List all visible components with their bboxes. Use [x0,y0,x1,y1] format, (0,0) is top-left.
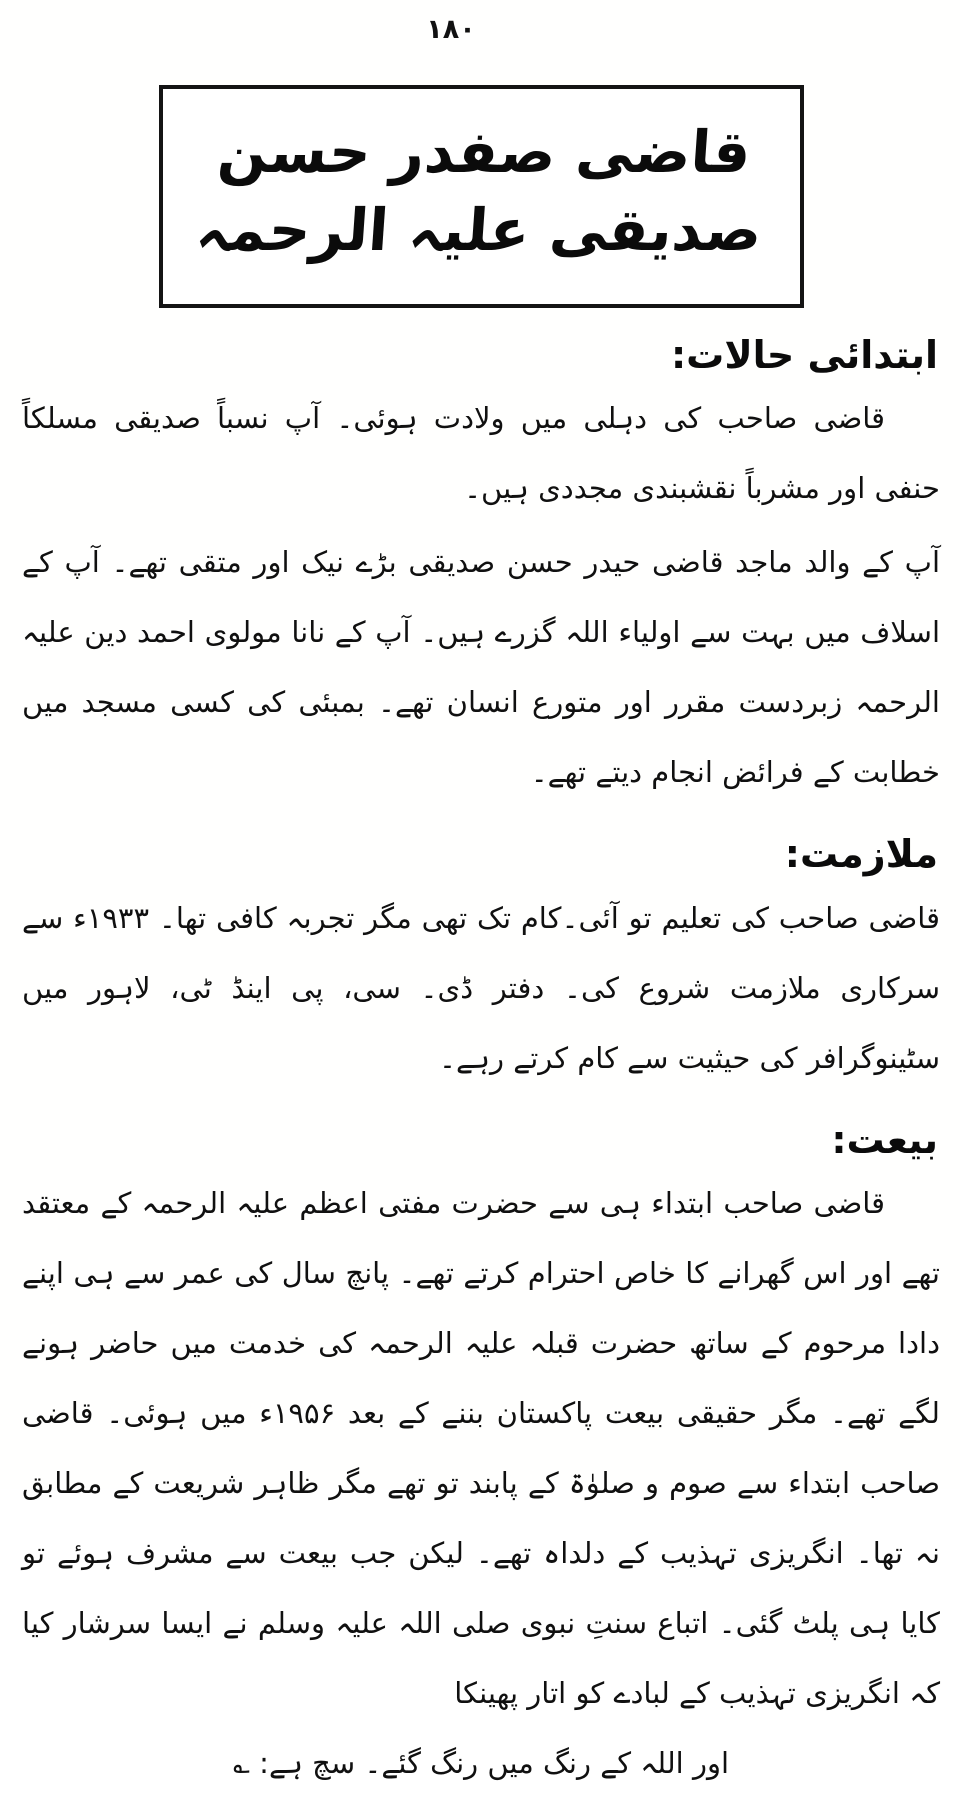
paragraph-bayat-story: قاضی صاحب ابتداء ہی سے حضرت مفتی اعظم علیہ الرحمہ کے معتقد تھے اور اس گھرانے کا خاص احترام کرتے تھے۔ پانچ سال کی عمر سے ہی اپنے دادا مرحوم کے ساتھ حضرت قبلہ علیہ الرحمہ کی خدمت میں حاضر ہونے لگے تھے۔ مگر حقیقی بیعت پاکستان بننے کے بعد ۱۹۵۶ء میں ہوئی۔ قاضی صاحب ابتداء سے صوم و صلوٰۃ کے پابند تو تھے مگر ظاہر شریعت کے مطابق نہ تھا۔ انگریزی تہذیب کے دلداہ تھے۔ لیکن جب بیعت سے مشرف ہوئے تو کایا ہی پلٹ گئی۔ اتباع سنتِ نبوی صلی اللہ علیہ وسلم نے ایسا سرشار کیا کہ انگریزی تہذیب کے لبادے کو اتار پھینکا [22,1186,940,1711]
section-initial-circumstances [22,332,940,808]
paragraph-birth-lineage: قاضی صاحب کی دہلی میں ولادت ہوئی۔ آپ نسباً صدیقی مسلکاً حنفی اور مشرباً نقشبندی مجددی ہیں۔ [22,401,940,506]
section-heading-bayat: بیعت: [831,1117,938,1162]
paragraph-education-job: قاضی صاحب کی تعلیم تو آئی۔کام تک تھی مگر تجربہ کافی تھا۔ ۱۹۳۳ء سے سرکاری ملازمت شروع کی۔ دفتر ڈی۔ سی، پی اینڈ ٹی، لاہور میں سٹینوگرافر کی حیثیت سے کام کرتے رہے۔ [22,900,940,1075]
page-title: قاضی صفدر حسن صدیقی علیہ الرحمہ [193,118,764,265]
title-box [159,85,804,308]
closing-verse-intro-line: اور اللہ کے رنگ میں رنگ گئے۔ سچ ہے: ؎ [232,1746,730,1781]
paragraph-father-ancestors: آپ کے والد ماجد قاضی حیدر حسن صدیقی بڑے نیک اور متقی تھے۔ آپ کے اسلاف میں بہت سے اولیاء اللہ گزرے ہیں۔ آپ کے نانا مولوی احمد دین علیہ الرحمہ زبردست مقرر اور متورع انسان تھے۔ بمبئی کی کسی مسجد میں خطابت کے فرائض انجام دیتے تھے۔ [22,545,940,790]
section-heading-initial-circumstances: ابتدائی حالات: [670,332,938,377]
section-heading-employment: ملازمت: [784,832,938,877]
section-employment [22,831,940,1093]
page-number: ۱۸۰ [426,14,476,45]
section-bayat [22,1117,940,1796]
